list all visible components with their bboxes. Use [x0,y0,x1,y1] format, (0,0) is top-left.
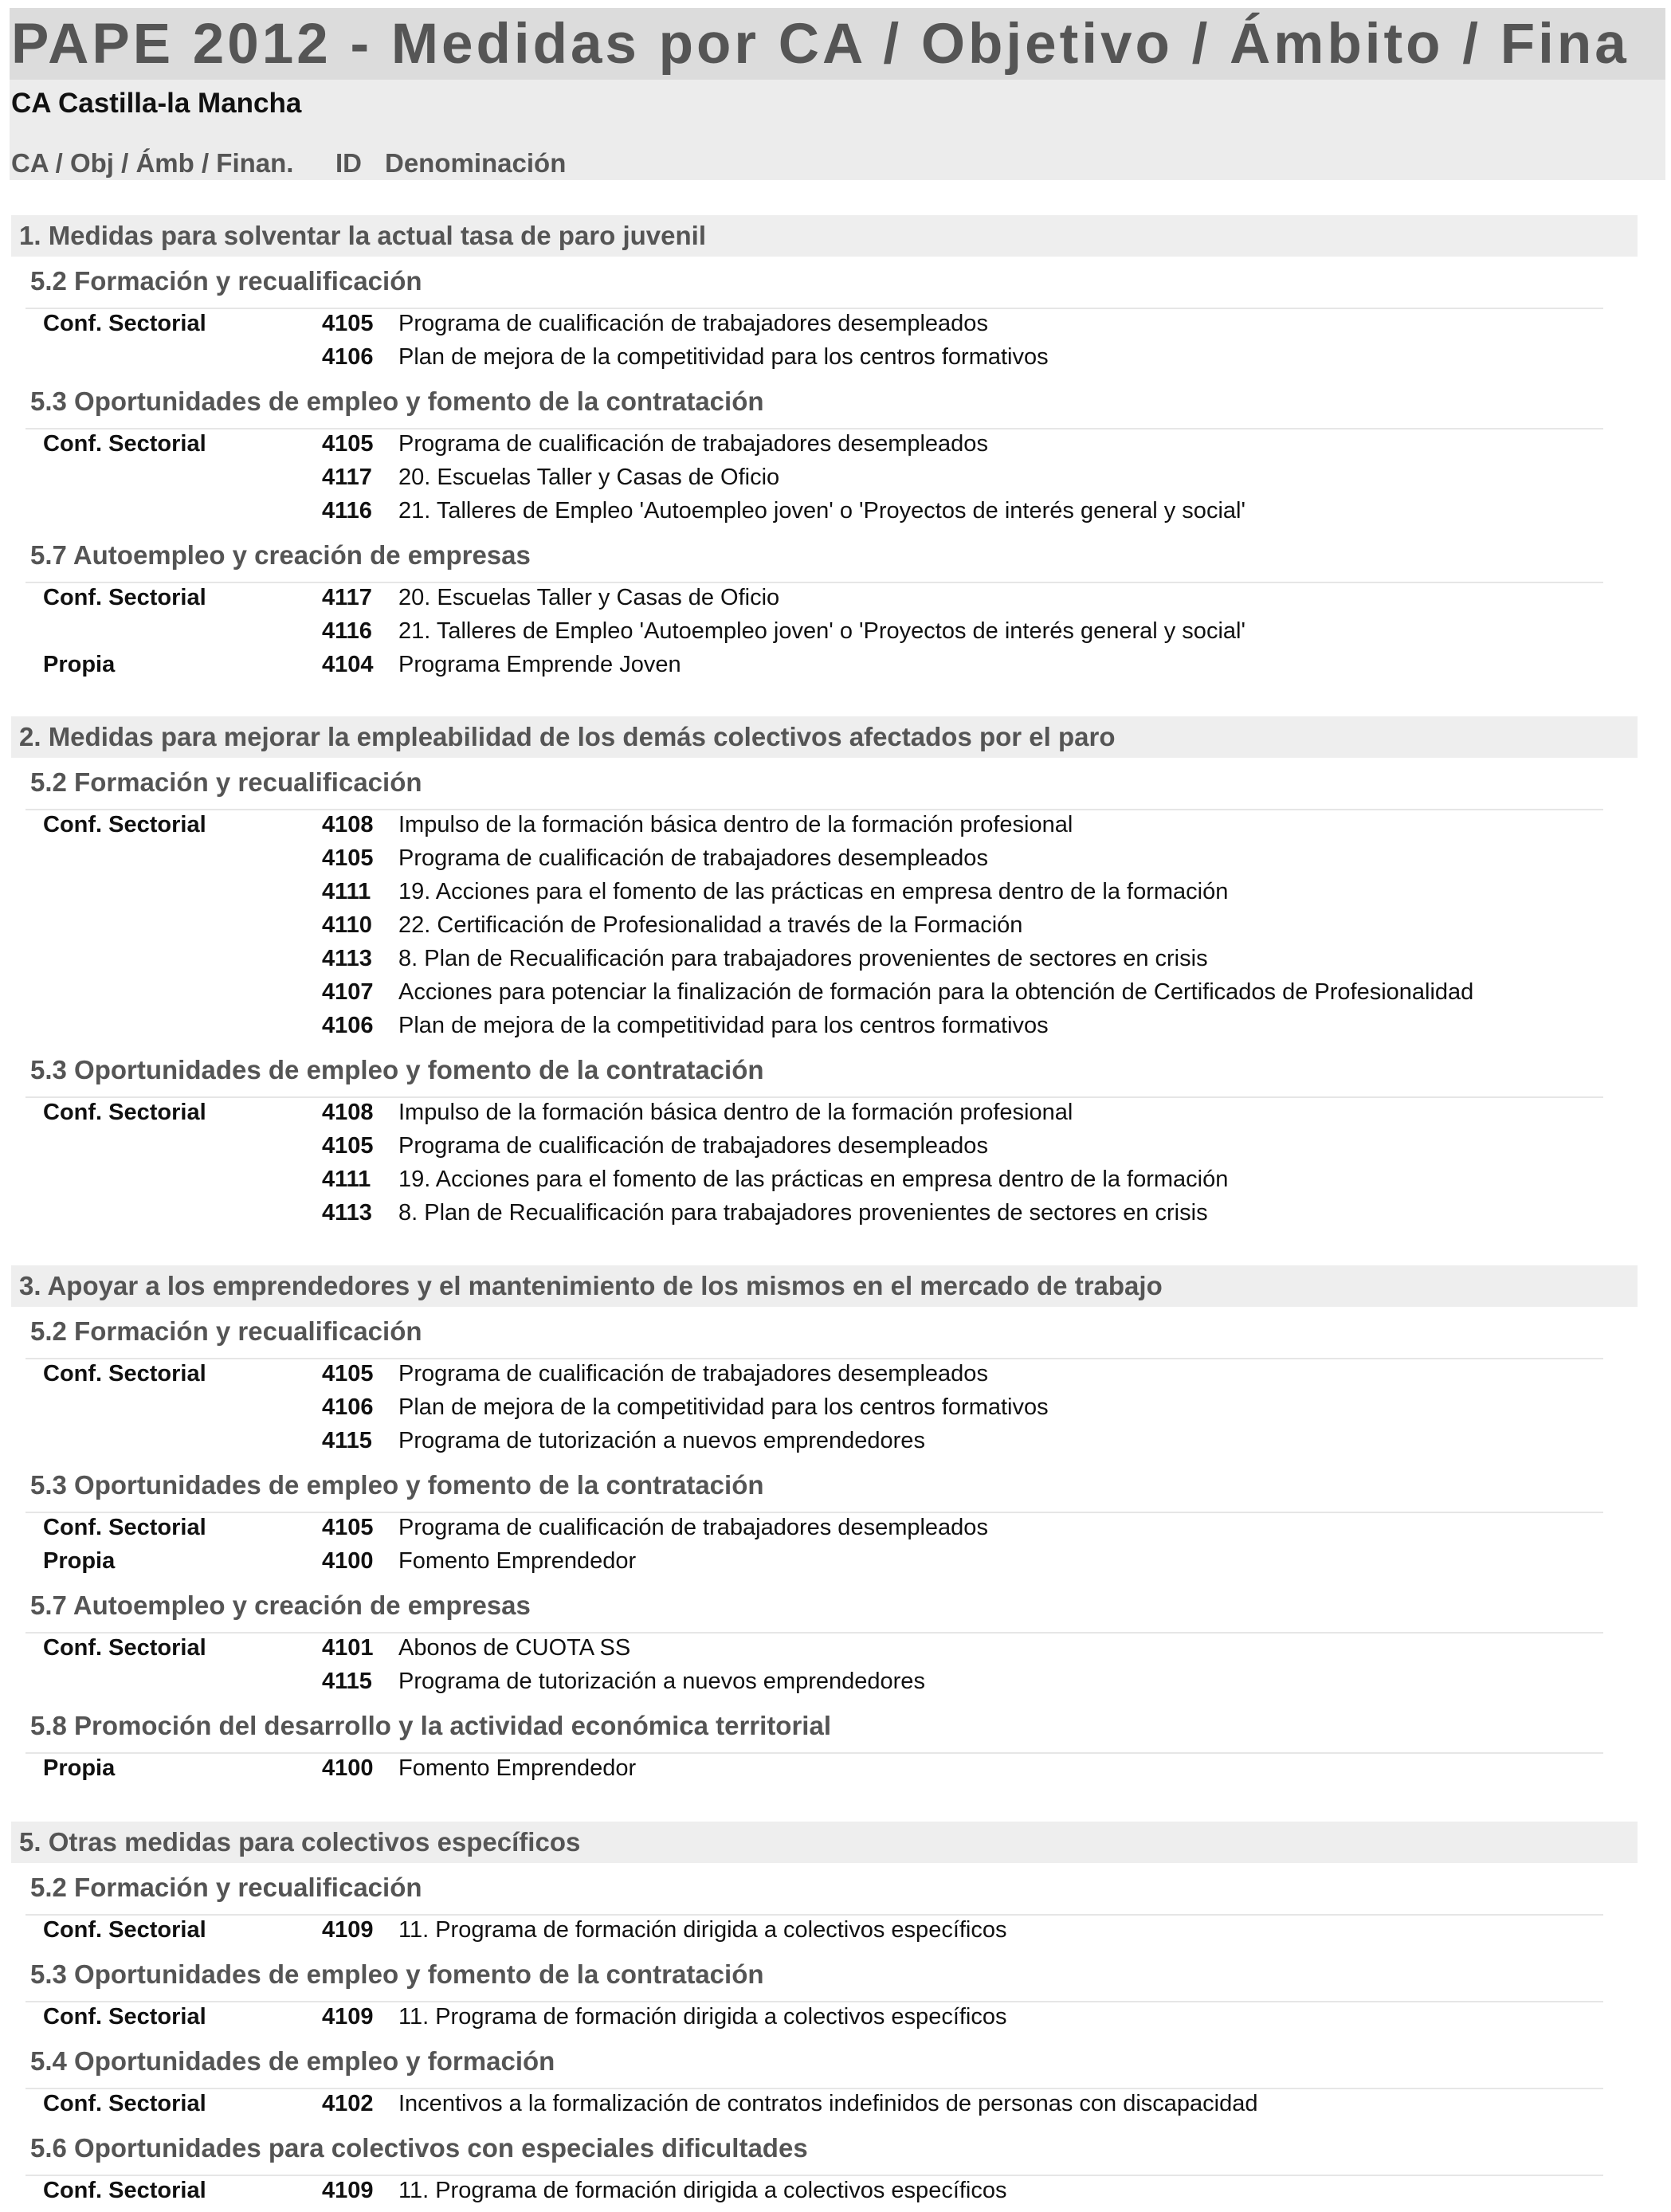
measure-id: 4109 [322,2178,374,2203]
measure-id: 4106 [322,1013,374,1038]
measure-id: 4105 [322,1133,374,1159]
ambito-divider [25,2088,1603,2089]
ambito-divider [25,1632,1603,1634]
ambito-label: 5.3 Oportunidades de empleo y fomento de la contratación [30,1470,764,1500]
measure-name: Programa de tutorización a nuevos emprendedores [398,1428,925,1453]
financing-label: Conf. Sectorial [43,431,206,457]
ambito-label: 5.6 Oportunidades para colectivos con especiales dificultades [30,2133,808,2163]
objective-label: 1. Medidas para solventar la actual tasa de paro juvenil [19,221,706,250]
measure-id: 4117 [322,585,372,610]
financing-label: Conf. Sectorial [43,1515,206,1540]
ambito-divider [25,308,1603,309]
measure-id: 4109 [322,1917,374,1943]
column-header-id: ID [335,148,362,178]
ambito-divider [25,1512,1603,1513]
measure-id: 4105 [322,431,374,457]
measure-id: 4117 [322,465,372,490]
measure-name: Impulso de la formación básica dentro de la formación profesional [398,812,1073,837]
measure-id: 4100 [322,1755,374,1781]
measure-name: Fomento Emprendedor [398,1548,637,1574]
measure-name: Fomento Emprendedor [398,1755,637,1781]
report-title: PAPE 2012 - Medidas por CA / Objetivo / Ámbito / Fina [11,13,1630,76]
measure-name: 20. Escuelas Taller y Casas de Oficio [398,585,780,610]
measure-id: 4107 [322,979,374,1005]
measure-name: 21. Talleres de Empleo 'Autoempleo joven' o 'Proyectos de interés general y social' [398,618,1245,644]
measure-name: Programa de cualificación de trabajadores desempleados [398,845,988,871]
objective-label: 2. Medidas para mejorar la empleabilidad de los demás colectivos afectados por el paro [19,722,1116,751]
ambito-label: 5.2 Formación y recualificación [30,266,422,296]
measure-name: 8. Plan de Recualificación para trabajadores provenientes de sectores en crisis [398,946,1208,971]
measure-id: 4105 [322,1515,374,1540]
measure-id: 4108 [322,812,374,837]
column-header-denominacion: Denominación [385,148,567,178]
financing-label: Conf. Sectorial [43,2091,206,2116]
measure-name: 11. Programa de formación dirigida a colectivos específicos [398,2004,1007,2030]
ambito-divider [25,1914,1603,1916]
ambito-label: 5.2 Formación y recualificación [30,767,422,797]
ambito-label: 5.3 Oportunidades de empleo y fomento de la contratación [30,386,764,416]
objective-label: 5. Otras medidas para colectivos específicos [19,1827,581,1857]
objective-header [11,1265,1638,1307]
title-bar [10,8,1665,80]
financing-label: Conf. Sectorial [43,311,206,336]
measure-id: 4106 [322,1394,374,1420]
ca-name: CA Castilla-la Mancha [11,88,302,119]
measure-name: 22. Certificación de Profesionalidad a través de la Formación [398,912,1023,938]
measure-id: 4113 [322,1200,372,1226]
measure-id: 4105 [322,1361,374,1386]
financing-label: Conf. Sectorial [43,1100,206,1125]
measure-id: 4110 [322,912,372,938]
objective-header [11,215,1638,257]
measure-id: 4101 [322,1635,374,1661]
objective-label: 3. Apoyar a los emprendedores y el mantenimiento de los mismos en el mercado de trabajo [19,1271,1163,1300]
ambito-label: 5.3 Oportunidades de empleo y fomento de la contratación [30,1959,764,1989]
ambito-divider [25,428,1603,429]
financing-label: Conf. Sectorial [43,2004,206,2030]
measure-name: Programa de cualificación de trabajadores desempleados [398,1515,988,1540]
measure-id: 4100 [322,1548,374,1574]
column-header-ca-obj-amb-finan: CA / Obj / Ámb / Finan. [11,148,294,178]
measure-name: 19. Acciones para el fomento de las prácticas en empresa dentro de la formación [398,879,1229,904]
financing-label: Conf. Sectorial [43,812,206,837]
measure-name: Programa de cualificación de trabajadores desempleados [398,1361,988,1386]
measure-id: 4108 [322,1100,374,1125]
measure-id: 4104 [322,652,374,677]
measure-name: Programa de cualificación de trabajadores desempleados [398,311,988,336]
measure-id: 4102 [322,2091,374,2116]
measure-name: Programa de cualificación de trabajadores desempleados [398,1133,988,1159]
financing-label: Conf. Sectorial [43,1917,206,1943]
financing-label: Propia [43,652,116,677]
measure-name: 8. Plan de Recualificación para trabajadores provenientes de sectores en crisis [398,1200,1208,1226]
ambito-divider [25,2175,1603,2176]
ambito-label: 5.3 Oportunidades de empleo y fomento de la contratación [30,1055,764,1084]
measure-name: Impulso de la formación básica dentro de la formación profesional [398,1100,1073,1125]
financing-label: Conf. Sectorial [43,2178,206,2203]
ambito-divider [25,1358,1603,1359]
measure-id: 4116 [322,498,372,524]
ambito-label: 5.7 Autoempleo y creación de empresas [30,1590,531,1620]
ambito-label: 5.7 Autoempleo y creación de empresas [30,540,531,570]
ambito-divider [25,1096,1603,1098]
ambito-divider [25,1752,1603,1754]
objective-header [11,1822,1638,1863]
measure-id: 4111 [322,1167,371,1192]
measure-name: 19. Acciones para el fomento de las prácticas en empresa dentro de la formación [398,1167,1229,1192]
ambito-divider [25,809,1603,810]
financing-label: Propia [43,1548,116,1574]
measure-name: Incentivos a la formalización de contratos indefinidos de personas con discapacidad [398,2091,1258,2116]
measure-id: 4105 [322,311,374,336]
measure-name: Programa de tutorización a nuevos emprendedores [398,1669,925,1694]
financing-label: Propia [43,1755,116,1781]
measure-name: Programa de cualificación de trabajadores desempleados [398,431,988,457]
ambito-label: 5.8 Promoción del desarrollo y la actividad económica territorial [30,1711,832,1740]
measure-name: 21. Talleres de Empleo 'Autoempleo joven' o 'Proyectos de interés general y social' [398,498,1245,524]
financing-label: Conf. Sectorial [43,1361,206,1386]
measure-id: 4115 [322,1428,372,1453]
measure-id: 4115 [322,1669,372,1694]
ambito-divider [25,2001,1603,2002]
report-header [10,8,1665,180]
measure-name: Plan de mejora de la competitividad para los centros formativos [398,344,1049,370]
measure-name: Programa Emprende Joven [398,652,681,677]
measure-name: 11. Programa de formación dirigida a colectivos específicos [398,2178,1007,2203]
ambito-label: 5.2 Formación y recualificación [30,1316,422,1346]
financing-label: Conf. Sectorial [43,1635,206,1661]
ambito-divider [25,582,1603,583]
ambito-label: 5.2 Formación y recualificación [30,1873,422,1902]
measure-name: Plan de mejora de la competitividad para los centros formativos [398,1013,1049,1038]
measure-id: 4116 [322,618,372,644]
measure-name: Abonos de CUOTA SS [398,1635,631,1661]
measure-name: 20. Escuelas Taller y Casas de Oficio [398,465,780,490]
ambito-label: 5.4 Oportunidades de empleo y formación [30,2046,555,2076]
objective-header [11,716,1638,758]
measure-name: Acciones para potenciar la finalización de formación para la obtención de Certificados de Profesionalidad [398,979,1474,1005]
measure-name: 11. Programa de formación dirigida a colectivos específicos [398,1917,1007,1943]
measure-id: 4106 [322,344,374,370]
measure-id: 4109 [322,2004,374,2030]
measure-name: Plan de mejora de la competitividad para los centros formativos [398,1394,1049,1420]
financing-label: Conf. Sectorial [43,585,206,610]
measure-id: 4105 [322,845,374,871]
measure-id: 4113 [322,946,372,971]
measure-id: 4111 [322,879,371,904]
